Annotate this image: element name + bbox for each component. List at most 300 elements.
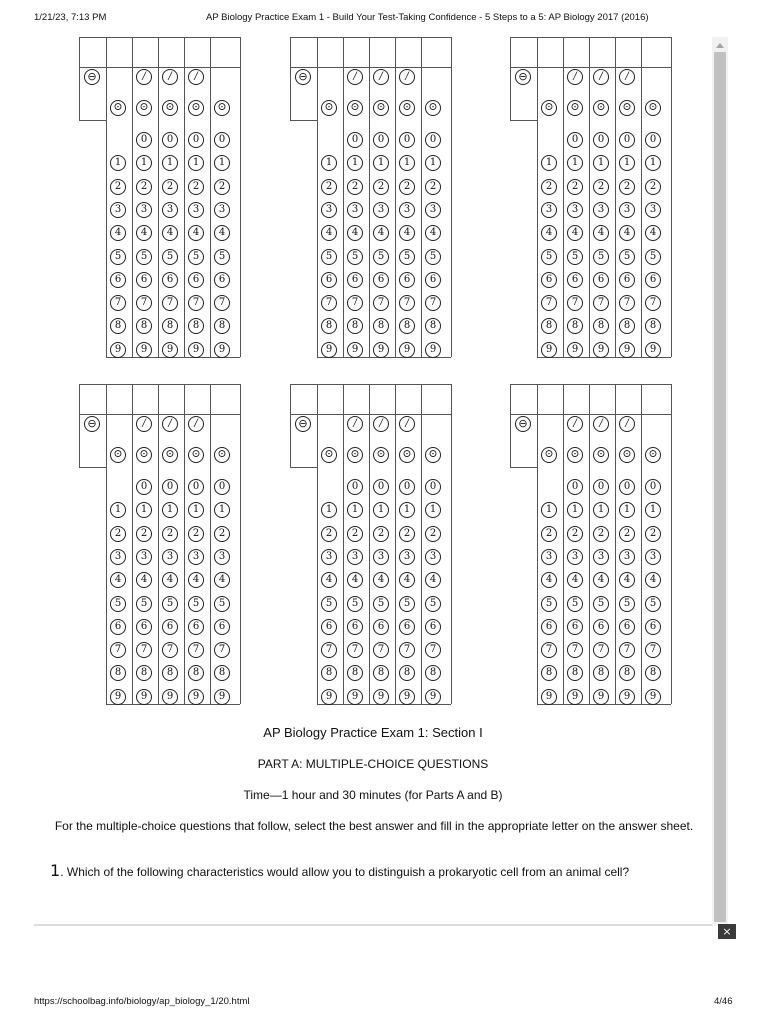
digit-bubble[interactable]: 3 bbox=[567, 549, 583, 565]
digit-bubble[interactable]: 4 bbox=[619, 225, 635, 241]
digit-bubble[interactable]: 4 bbox=[136, 225, 152, 241]
digit-bubble[interactable]: 5 bbox=[541, 249, 557, 265]
digit-bubble[interactable]: 1 bbox=[619, 155, 635, 171]
digit-bubble[interactable]: 8 bbox=[567, 665, 583, 681]
digit-bubble[interactable]: 2 bbox=[373, 526, 389, 542]
digit-bubble[interactable]: 7 bbox=[136, 295, 152, 311]
digit-bubble[interactable]: 3 bbox=[214, 202, 230, 218]
digit-bubble[interactable]: 9 bbox=[399, 689, 415, 705]
digit-bubble[interactable]: 2 bbox=[373, 179, 389, 195]
digit-bubble[interactable]: 1 bbox=[593, 502, 609, 518]
digit-bubble[interactable]: 8 bbox=[162, 318, 178, 334]
digit-bubble[interactable]: 0 bbox=[214, 479, 230, 495]
digit-bubble[interactable]: 3 bbox=[136, 202, 152, 218]
digit-bubble[interactable]: 6 bbox=[593, 272, 609, 288]
minus-sign-bubble[interactable]: ⊖ bbox=[295, 416, 311, 432]
digit-bubble[interactable]: 0 bbox=[593, 132, 609, 148]
decimal-point-bubble[interactable]: ⊙ bbox=[162, 447, 178, 463]
decimal-point-bubble[interactable]: ⊙ bbox=[399, 447, 415, 463]
digit-bubble[interactable]: 5 bbox=[110, 596, 126, 612]
digit-bubble[interactable]: 3 bbox=[373, 202, 389, 218]
digit-bubble[interactable]: 3 bbox=[541, 549, 557, 565]
decimal-point-bubble[interactable]: ⊙ bbox=[110, 447, 126, 463]
decimal-point-bubble[interactable]: ⊙ bbox=[214, 100, 230, 116]
digit-bubble[interactable]: 5 bbox=[619, 596, 635, 612]
digit-bubble[interactable]: 0 bbox=[136, 132, 152, 148]
digit-bubble[interactable]: 5 bbox=[399, 596, 415, 612]
digit-bubble[interactable]: 4 bbox=[110, 225, 126, 241]
digit-bubble[interactable]: 7 bbox=[321, 295, 337, 311]
digit-bubble[interactable]: 5 bbox=[162, 596, 178, 612]
digit-bubble[interactable]: 0 bbox=[425, 132, 441, 148]
digit-bubble[interactable]: 4 bbox=[593, 225, 609, 241]
digit-bubble[interactable]: 3 bbox=[399, 549, 415, 565]
digit-bubble[interactable]: 1 bbox=[162, 502, 178, 518]
digit-bubble[interactable]: 2 bbox=[593, 526, 609, 542]
digit-bubble[interactable]: 6 bbox=[645, 272, 661, 288]
decimal-point-bubble[interactable]: ⊙ bbox=[188, 100, 204, 116]
digit-bubble[interactable]: 6 bbox=[188, 619, 204, 635]
digit-bubble[interactable]: 8 bbox=[645, 318, 661, 334]
fraction-slash-bubble[interactable]: / bbox=[593, 69, 609, 85]
digit-bubble[interactable]: 8 bbox=[136, 318, 152, 334]
digit-bubble[interactable]: 3 bbox=[593, 549, 609, 565]
digit-bubble[interactable]: 2 bbox=[567, 526, 583, 542]
vertical-scrollbar[interactable] bbox=[712, 37, 728, 926]
fraction-slash-bubble[interactable]: / bbox=[136, 416, 152, 432]
digit-bubble[interactable]: 7 bbox=[593, 642, 609, 658]
digit-bubble[interactable]: 8 bbox=[541, 665, 557, 681]
fraction-slash-bubble[interactable]: / bbox=[567, 416, 583, 432]
digit-bubble[interactable]: 0 bbox=[162, 479, 178, 495]
decimal-point-bubble[interactable]: ⊙ bbox=[347, 447, 363, 463]
digit-bubble[interactable]: 3 bbox=[162, 202, 178, 218]
digit-bubble[interactable]: 4 bbox=[321, 225, 337, 241]
decimal-point-bubble[interactable]: ⊙ bbox=[593, 447, 609, 463]
page-viewport[interactable] bbox=[34, 37, 712, 926]
digit-bubble[interactable]: 0 bbox=[347, 132, 363, 148]
digit-bubble[interactable]: 4 bbox=[373, 572, 389, 588]
digit-bubble[interactable]: 4 bbox=[399, 225, 415, 241]
decimal-point-bubble[interactable]: ⊙ bbox=[619, 100, 635, 116]
digit-bubble[interactable]: 4 bbox=[567, 572, 583, 588]
digit-bubble[interactable]: 7 bbox=[188, 642, 204, 658]
digit-bubble[interactable]: 5 bbox=[214, 596, 230, 612]
digit-bubble[interactable]: 9 bbox=[399, 342, 415, 358]
digit-bubble[interactable]: 6 bbox=[593, 619, 609, 635]
digit-bubble[interactable]: 5 bbox=[645, 249, 661, 265]
digit-bubble[interactable]: 8 bbox=[399, 665, 415, 681]
digit-bubble[interactable]: 2 bbox=[399, 526, 415, 542]
decimal-point-bubble[interactable]: ⊙ bbox=[214, 447, 230, 463]
digit-bubble[interactable]: 9 bbox=[136, 342, 152, 358]
digit-bubble[interactable]: 0 bbox=[373, 479, 389, 495]
digit-bubble[interactable]: 9 bbox=[373, 689, 389, 705]
decimal-point-bubble[interactable]: ⊙ bbox=[373, 100, 389, 116]
digit-bubble[interactable]: 8 bbox=[214, 665, 230, 681]
fraction-slash-bubble[interactable]: / bbox=[399, 416, 415, 432]
digit-bubble[interactable]: 3 bbox=[110, 202, 126, 218]
digit-bubble[interactable]: 1 bbox=[188, 155, 204, 171]
digit-bubble[interactable]: 3 bbox=[188, 202, 204, 218]
digit-bubble[interactable]: 7 bbox=[373, 642, 389, 658]
digit-bubble[interactable]: 9 bbox=[593, 342, 609, 358]
digit-bubble[interactable]: 9 bbox=[425, 689, 441, 705]
digit-bubble[interactable]: 9 bbox=[593, 689, 609, 705]
fraction-slash-bubble[interactable]: / bbox=[188, 416, 204, 432]
digit-bubble[interactable]: 8 bbox=[593, 665, 609, 681]
digit-bubble[interactable]: 2 bbox=[541, 179, 557, 195]
digit-bubble[interactable]: 1 bbox=[214, 155, 230, 171]
digit-bubble[interactable]: 8 bbox=[373, 665, 389, 681]
digit-bubble[interactable]: 0 bbox=[214, 132, 230, 148]
digit-bubble[interactable]: 5 bbox=[541, 596, 557, 612]
digit-bubble[interactable]: 8 bbox=[347, 665, 363, 681]
digit-bubble[interactable]: 2 bbox=[162, 179, 178, 195]
digit-bubble[interactable]: 8 bbox=[321, 665, 337, 681]
digit-bubble[interactable]: 9 bbox=[541, 342, 557, 358]
digit-bubble[interactable]: 2 bbox=[136, 526, 152, 542]
digit-bubble[interactable]: 4 bbox=[645, 225, 661, 241]
decimal-point-bubble[interactable]: ⊙ bbox=[136, 447, 152, 463]
digit-bubble[interactable]: 2 bbox=[214, 526, 230, 542]
digit-bubble[interactable]: 9 bbox=[645, 689, 661, 705]
digit-bubble[interactable]: 6 bbox=[541, 619, 557, 635]
digit-bubble[interactable]: 8 bbox=[425, 318, 441, 334]
digit-bubble[interactable]: 5 bbox=[567, 596, 583, 612]
decimal-point-bubble[interactable]: ⊙ bbox=[321, 100, 337, 116]
digit-bubble[interactable]: 8 bbox=[541, 318, 557, 334]
digit-bubble[interactable]: 3 bbox=[321, 202, 337, 218]
digit-bubble[interactable]: 8 bbox=[399, 318, 415, 334]
digit-bubble[interactable]: 4 bbox=[188, 225, 204, 241]
digit-bubble[interactable]: 3 bbox=[347, 202, 363, 218]
digit-bubble[interactable]: 2 bbox=[110, 526, 126, 542]
digit-bubble[interactable]: 0 bbox=[619, 132, 635, 148]
digit-bubble[interactable]: 0 bbox=[347, 479, 363, 495]
digit-bubble[interactable]: 5 bbox=[593, 249, 609, 265]
decimal-point-bubble[interactable]: ⊙ bbox=[399, 100, 415, 116]
digit-bubble[interactable]: 4 bbox=[425, 225, 441, 241]
digit-bubble[interactable]: 9 bbox=[162, 689, 178, 705]
digit-bubble[interactable]: 4 bbox=[136, 572, 152, 588]
digit-bubble[interactable]: 4 bbox=[162, 572, 178, 588]
digit-bubble[interactable]: 7 bbox=[541, 295, 557, 311]
digit-bubble[interactable]: 4 bbox=[619, 572, 635, 588]
digit-bubble[interactable]: 6 bbox=[321, 619, 337, 635]
digit-bubble[interactable]: 0 bbox=[188, 132, 204, 148]
digit-bubble[interactable]: 6 bbox=[619, 272, 635, 288]
decimal-point-bubble[interactable]: ⊙ bbox=[136, 100, 152, 116]
digit-bubble[interactable]: 7 bbox=[188, 295, 204, 311]
digit-bubble[interactable]: 6 bbox=[136, 619, 152, 635]
digit-bubble[interactable]: 2 bbox=[188, 179, 204, 195]
digit-bubble[interactable]: 1 bbox=[567, 502, 583, 518]
digit-bubble[interactable]: 0 bbox=[136, 479, 152, 495]
digit-bubble[interactable]: 3 bbox=[136, 549, 152, 565]
digit-bubble[interactable]: 1 bbox=[619, 502, 635, 518]
digit-bubble[interactable]: 5 bbox=[373, 596, 389, 612]
digit-bubble[interactable]: 3 bbox=[321, 549, 337, 565]
digit-bubble[interactable]: 7 bbox=[619, 295, 635, 311]
digit-bubble[interactable]: 4 bbox=[399, 572, 415, 588]
decimal-point-bubble[interactable]: ⊙ bbox=[593, 100, 609, 116]
digit-bubble[interactable]: 4 bbox=[188, 572, 204, 588]
digit-bubble[interactable]: 6 bbox=[110, 619, 126, 635]
digit-bubble[interactable]: 6 bbox=[619, 619, 635, 635]
fraction-slash-bubble[interactable]: / bbox=[619, 416, 635, 432]
digit-bubble[interactable]: 1 bbox=[373, 502, 389, 518]
digit-bubble[interactable]: 4 bbox=[567, 225, 583, 241]
digit-bubble[interactable]: 4 bbox=[541, 225, 557, 241]
digit-bubble[interactable]: 8 bbox=[567, 318, 583, 334]
digit-bubble[interactable]: 7 bbox=[399, 642, 415, 658]
digit-bubble[interactable]: 3 bbox=[373, 549, 389, 565]
digit-bubble[interactable]: 7 bbox=[645, 295, 661, 311]
fraction-slash-bubble[interactable]: / bbox=[136, 69, 152, 85]
digit-bubble[interactable]: 5 bbox=[399, 249, 415, 265]
decimal-point-bubble[interactable]: ⊙ bbox=[645, 100, 661, 116]
digit-bubble[interactable]: 5 bbox=[188, 249, 204, 265]
fraction-slash-bubble[interactable]: / bbox=[399, 69, 415, 85]
digit-bubble[interactable]: 1 bbox=[541, 502, 557, 518]
digit-bubble[interactable]: 1 bbox=[162, 155, 178, 171]
digit-bubble[interactable]: 5 bbox=[214, 249, 230, 265]
digit-bubble[interactable]: 8 bbox=[214, 318, 230, 334]
digit-bubble[interactable]: 2 bbox=[347, 526, 363, 542]
fraction-slash-bubble[interactable]: / bbox=[347, 69, 363, 85]
digit-bubble[interactable]: 0 bbox=[373, 132, 389, 148]
digit-bubble[interactable]: 7 bbox=[347, 295, 363, 311]
digit-bubble[interactable]: 5 bbox=[347, 249, 363, 265]
digit-bubble[interactable]: 8 bbox=[136, 665, 152, 681]
decimal-point-bubble[interactable]: ⊙ bbox=[425, 100, 441, 116]
decimal-point-bubble[interactable]: ⊙ bbox=[645, 447, 661, 463]
digit-bubble[interactable]: 9 bbox=[162, 342, 178, 358]
digit-bubble[interactable]: 9 bbox=[110, 342, 126, 358]
minus-sign-bubble[interactable]: ⊖ bbox=[295, 69, 311, 85]
digit-bubble[interactable]: 1 bbox=[214, 502, 230, 518]
digit-bubble[interactable]: 4 bbox=[593, 572, 609, 588]
minus-sign-bubble[interactable]: ⊖ bbox=[84, 69, 100, 85]
digit-bubble[interactable]: 1 bbox=[373, 155, 389, 171]
digit-bubble[interactable]: 9 bbox=[619, 342, 635, 358]
scrollbar-thumb[interactable] bbox=[714, 52, 726, 922]
digit-bubble[interactable]: 8 bbox=[373, 318, 389, 334]
digit-bubble[interactable]: 6 bbox=[162, 272, 178, 288]
digit-bubble[interactable]: 4 bbox=[541, 572, 557, 588]
digit-bubble[interactable]: 7 bbox=[347, 642, 363, 658]
digit-bubble[interactable]: 2 bbox=[162, 526, 178, 542]
digit-bubble[interactable]: 5 bbox=[136, 249, 152, 265]
digit-bubble[interactable]: 1 bbox=[425, 502, 441, 518]
digit-bubble[interactable]: 9 bbox=[321, 689, 337, 705]
digit-bubble[interactable]: 7 bbox=[645, 642, 661, 658]
fraction-slash-bubble[interactable]: / bbox=[619, 69, 635, 85]
digit-bubble[interactable]: 9 bbox=[347, 342, 363, 358]
digit-bubble[interactable]: 7 bbox=[162, 642, 178, 658]
digit-bubble[interactable]: 9 bbox=[541, 689, 557, 705]
fraction-slash-bubble[interactable]: / bbox=[373, 416, 389, 432]
digit-bubble[interactable]: 9 bbox=[214, 689, 230, 705]
digit-bubble[interactable]: 6 bbox=[214, 272, 230, 288]
fraction-slash-bubble[interactable]: / bbox=[373, 69, 389, 85]
digit-bubble[interactable]: 3 bbox=[110, 549, 126, 565]
digit-bubble[interactable]: 2 bbox=[136, 179, 152, 195]
digit-bubble[interactable]: 3 bbox=[425, 549, 441, 565]
digit-bubble[interactable]: 5 bbox=[136, 596, 152, 612]
digit-bubble[interactable]: 2 bbox=[399, 179, 415, 195]
digit-bubble[interactable]: 2 bbox=[593, 179, 609, 195]
digit-bubble[interactable]: 0 bbox=[645, 479, 661, 495]
digit-bubble[interactable]: 3 bbox=[347, 549, 363, 565]
digit-bubble[interactable]: 2 bbox=[188, 526, 204, 542]
digit-bubble[interactable]: 6 bbox=[425, 619, 441, 635]
scroll-up-arrow-icon[interactable] bbox=[712, 37, 728, 53]
digit-bubble[interactable]: 4 bbox=[110, 572, 126, 588]
decimal-point-bubble[interactable]: ⊙ bbox=[567, 447, 583, 463]
fraction-slash-bubble[interactable]: / bbox=[593, 416, 609, 432]
digit-bubble[interactable]: 1 bbox=[321, 155, 337, 171]
digit-bubble[interactable]: 7 bbox=[567, 295, 583, 311]
digit-bubble[interactable]: 1 bbox=[347, 502, 363, 518]
digit-bubble[interactable]: 9 bbox=[645, 342, 661, 358]
digit-bubble[interactable]: 6 bbox=[347, 619, 363, 635]
digit-bubble[interactable]: 6 bbox=[373, 272, 389, 288]
digit-bubble[interactable]: 7 bbox=[162, 295, 178, 311]
digit-bubble[interactable]: 7 bbox=[321, 642, 337, 658]
digit-bubble[interactable]: 5 bbox=[425, 596, 441, 612]
digit-bubble[interactable]: 9 bbox=[347, 689, 363, 705]
digit-bubble[interactable]: 2 bbox=[425, 179, 441, 195]
digit-bubble[interactable]: 6 bbox=[399, 272, 415, 288]
decimal-point-bubble[interactable]: ⊙ bbox=[162, 100, 178, 116]
digit-bubble[interactable]: 6 bbox=[567, 619, 583, 635]
digit-bubble[interactable]: 1 bbox=[110, 502, 126, 518]
decimal-point-bubble[interactable]: ⊙ bbox=[110, 100, 126, 116]
digit-bubble[interactable]: 5 bbox=[188, 596, 204, 612]
digit-bubble[interactable]: 1 bbox=[399, 155, 415, 171]
digit-bubble[interactable]: 6 bbox=[373, 619, 389, 635]
digit-bubble[interactable]: 4 bbox=[645, 572, 661, 588]
digit-bubble[interactable]: 5 bbox=[110, 249, 126, 265]
minus-sign-bubble[interactable]: ⊖ bbox=[515, 416, 531, 432]
digit-bubble[interactable]: 4 bbox=[425, 572, 441, 588]
digit-bubble[interactable]: 4 bbox=[347, 572, 363, 588]
digit-bubble[interactable]: 5 bbox=[321, 249, 337, 265]
digit-bubble[interactable]: 5 bbox=[347, 596, 363, 612]
digit-bubble[interactable]: 6 bbox=[188, 272, 204, 288]
digit-bubble[interactable]: 2 bbox=[619, 526, 635, 542]
digit-bubble[interactable]: 7 bbox=[425, 642, 441, 658]
digit-bubble[interactable]: 7 bbox=[110, 642, 126, 658]
digit-bubble[interactable]: 2 bbox=[425, 526, 441, 542]
digit-bubble[interactable]: 2 bbox=[321, 526, 337, 542]
digit-bubble[interactable]: 3 bbox=[645, 202, 661, 218]
digit-bubble[interactable]: 5 bbox=[567, 249, 583, 265]
decimal-point-bubble[interactable]: ⊙ bbox=[619, 447, 635, 463]
digit-bubble[interactable]: 0 bbox=[567, 132, 583, 148]
digit-bubble[interactable]: 2 bbox=[541, 526, 557, 542]
digit-bubble[interactable]: 1 bbox=[136, 155, 152, 171]
digit-bubble[interactable]: 3 bbox=[214, 549, 230, 565]
digit-bubble[interactable]: 3 bbox=[425, 202, 441, 218]
fraction-slash-bubble[interactable]: / bbox=[162, 69, 178, 85]
minus-sign-bubble[interactable]: ⊖ bbox=[84, 416, 100, 432]
digit-bubble[interactable]: 9 bbox=[425, 342, 441, 358]
digit-bubble[interactable]: 1 bbox=[347, 155, 363, 171]
digit-bubble[interactable]: 3 bbox=[619, 549, 635, 565]
digit-bubble[interactable]: 1 bbox=[645, 155, 661, 171]
digit-bubble[interactable]: 7 bbox=[593, 295, 609, 311]
digit-bubble[interactable]: 2 bbox=[214, 179, 230, 195]
digit-bubble[interactable]: 8 bbox=[425, 665, 441, 681]
decimal-point-bubble[interactable]: ⊙ bbox=[321, 447, 337, 463]
digit-bubble[interactable]: 0 bbox=[425, 479, 441, 495]
digit-bubble[interactable]: 2 bbox=[645, 179, 661, 195]
digit-bubble[interactable]: 3 bbox=[399, 202, 415, 218]
digit-bubble[interactable]: 0 bbox=[567, 479, 583, 495]
digit-bubble[interactable]: 8 bbox=[110, 318, 126, 334]
digit-bubble[interactable]: 2 bbox=[110, 179, 126, 195]
digit-bubble[interactable]: 8 bbox=[188, 318, 204, 334]
digit-bubble[interactable]: 8 bbox=[619, 665, 635, 681]
digit-bubble[interactable]: 9 bbox=[110, 689, 126, 705]
digit-bubble[interactable]: 4 bbox=[214, 225, 230, 241]
digit-bubble[interactable]: 4 bbox=[373, 225, 389, 241]
digit-bubble[interactable]: 2 bbox=[645, 526, 661, 542]
digit-bubble[interactable]: 9 bbox=[567, 342, 583, 358]
digit-bubble[interactable]: 9 bbox=[214, 342, 230, 358]
digit-bubble[interactable]: 1 bbox=[567, 155, 583, 171]
digit-bubble[interactable]: 3 bbox=[162, 549, 178, 565]
digit-bubble[interactable]: 4 bbox=[214, 572, 230, 588]
digit-bubble[interactable]: 8 bbox=[645, 665, 661, 681]
digit-bubble[interactable]: 1 bbox=[321, 502, 337, 518]
decimal-point-bubble[interactable]: ⊙ bbox=[541, 447, 557, 463]
digit-bubble[interactable]: 4 bbox=[347, 225, 363, 241]
digit-bubble[interactable]: 3 bbox=[593, 202, 609, 218]
digit-bubble[interactable]: 1 bbox=[425, 155, 441, 171]
digit-bubble[interactable]: 4 bbox=[162, 225, 178, 241]
digit-bubble[interactable]: 1 bbox=[188, 502, 204, 518]
minus-sign-bubble[interactable]: ⊖ bbox=[515, 69, 531, 85]
digit-bubble[interactable]: 3 bbox=[645, 549, 661, 565]
decimal-point-bubble[interactable]: ⊙ bbox=[188, 447, 204, 463]
decimal-point-bubble[interactable]: ⊙ bbox=[567, 100, 583, 116]
digit-bubble[interactable]: 1 bbox=[110, 155, 126, 171]
fraction-slash-bubble[interactable]: / bbox=[567, 69, 583, 85]
digit-bubble[interactable]: 6 bbox=[399, 619, 415, 635]
digit-bubble[interactable]: 9 bbox=[373, 342, 389, 358]
fraction-slash-bubble[interactable]: / bbox=[188, 69, 204, 85]
digit-bubble[interactable]: 4 bbox=[321, 572, 337, 588]
digit-bubble[interactable]: 8 bbox=[162, 665, 178, 681]
digit-bubble[interactable]: 6 bbox=[347, 272, 363, 288]
digit-bubble[interactable]: 7 bbox=[399, 295, 415, 311]
digit-bubble[interactable]: 3 bbox=[567, 202, 583, 218]
digit-bubble[interactable]: 8 bbox=[619, 318, 635, 334]
digit-bubble[interactable]: 7 bbox=[425, 295, 441, 311]
digit-bubble[interactable]: 7 bbox=[373, 295, 389, 311]
digit-bubble[interactable]: 9 bbox=[321, 342, 337, 358]
digit-bubble[interactable]: 1 bbox=[399, 502, 415, 518]
digit-bubble[interactable]: 6 bbox=[567, 272, 583, 288]
digit-bubble[interactable]: 8 bbox=[347, 318, 363, 334]
digit-bubble[interactable]: 0 bbox=[399, 479, 415, 495]
close-icon[interactable]: × bbox=[718, 924, 736, 939]
digit-bubble[interactable]: 8 bbox=[593, 318, 609, 334]
